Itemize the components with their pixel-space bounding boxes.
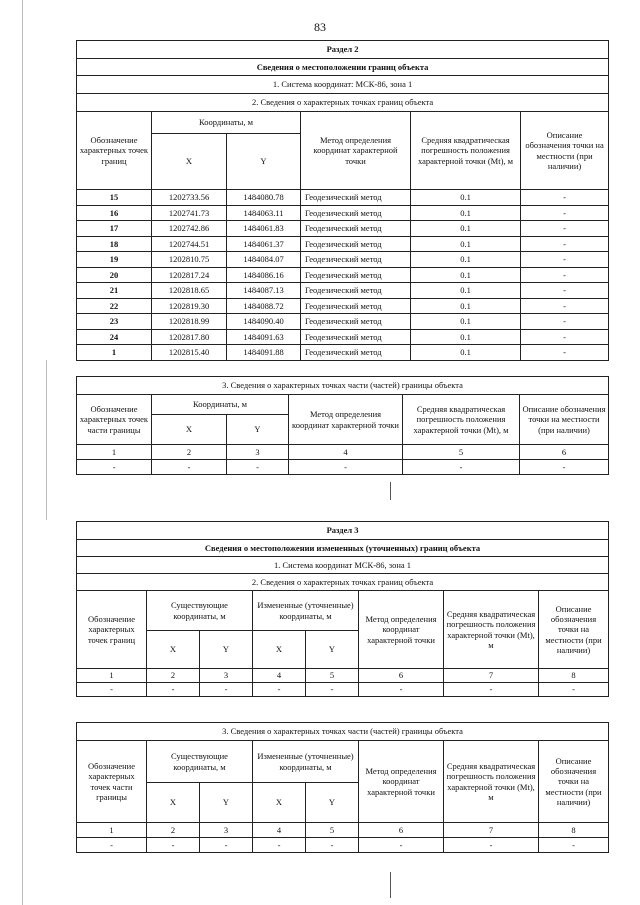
section2-points-title: 2. Сведения о характерных точках границ объекта: [77, 94, 609, 112]
part-header-error: Средняя квадратическая погрешность положения характерной точки (Mt), м: [403, 395, 520, 445]
table-row: [77, 298, 609, 314]
table-cell: Геодезический метод: [301, 314, 411, 330]
table-cell: -: [521, 267, 609, 283]
table-cell: 15: [77, 190, 152, 206]
table-cell: -: [521, 283, 609, 299]
header-x: X: [152, 134, 227, 190]
table-cell: 1202818.99: [152, 314, 227, 330]
s3-header-y: Y: [306, 631, 359, 669]
table-row: [77, 267, 609, 283]
empty-cell: -: [253, 683, 306, 697]
part-header-method: Метод определения координат характерной точки: [289, 395, 403, 445]
column-number: 4: [253, 823, 306, 838]
page-number: 83: [314, 20, 326, 34]
table-cell: 20: [77, 267, 152, 283]
column-number: 6: [359, 823, 444, 838]
binding-mark-bottom: [390, 872, 391, 898]
table-cell: -: [521, 221, 609, 237]
column-number: 5: [306, 669, 359, 683]
column-number: 7: [444, 669, 539, 683]
empty-cell: -: [444, 838, 539, 853]
empty-cell: -: [520, 460, 609, 475]
table-cell: Геодезический метод: [301, 283, 411, 299]
header-error: Средняя квадратическая погрешность положения характерной точки (Mt), м: [411, 112, 521, 190]
empty-cell: -: [359, 683, 444, 697]
table-row: [77, 252, 609, 268]
s3-header-x: X: [147, 631, 200, 669]
part-header-x: X: [152, 415, 227, 445]
table-cell: Геодезический метод: [301, 345, 411, 361]
s3p-header-x: X: [253, 783, 306, 823]
column-number: 3: [200, 823, 253, 838]
table-cell: Геодезический метод: [301, 298, 411, 314]
table-cell: 23: [77, 314, 152, 330]
empty-cell: -: [227, 460, 289, 475]
empty-row: [77, 460, 609, 475]
empty-row: [77, 683, 609, 697]
table-row: [77, 345, 609, 361]
column-number-row: [77, 823, 609, 838]
table-cell: Геодезический метод: [301, 329, 411, 345]
table-cell: 1484091.88: [227, 345, 301, 361]
part-header-designation: Обозначение характерных точек части границы: [77, 395, 152, 445]
table-row: [77, 283, 609, 299]
section3-coord-system: 1. Система координат МСК-86, зона 1: [77, 557, 609, 574]
section3-title: Раздел 3: [77, 522, 609, 540]
s3-header-existing: Существующие координаты, м: [147, 591, 253, 631]
table-cell: -: [521, 236, 609, 252]
section3-table: [76, 521, 609, 697]
column-number: 4: [253, 669, 306, 683]
part-header-coords: Координаты, м: [152, 395, 289, 415]
s3p-header-existing: Существующие координаты, м: [147, 741, 253, 783]
s3p-header-x: X: [147, 783, 200, 823]
column-number-row: [77, 445, 609, 460]
s3-header-description: Описание обозначения точки на местности (при наличии): [539, 591, 609, 669]
table-cell: 21: [77, 283, 152, 299]
column-number: 6: [359, 669, 444, 683]
table-cell: -: [521, 345, 609, 361]
empty-cell: -: [403, 460, 520, 475]
table-cell: 0.1: [411, 283, 521, 299]
column-number: 3: [227, 445, 289, 460]
header-method: Метод определения координат характерной точки: [301, 112, 411, 190]
table-cell: 16: [77, 205, 152, 221]
s3p-header-method: Метод определения координат характерной точки: [359, 741, 444, 823]
column-number: 8: [539, 669, 609, 683]
table-cell: -: [521, 314, 609, 330]
header-y: Y: [227, 134, 301, 190]
table-cell: 1202733.56: [152, 190, 227, 206]
table-cell: Геодезический метод: [301, 190, 411, 206]
table-cell: 1202742.86: [152, 221, 227, 237]
column-number: 2: [147, 823, 200, 838]
column-number: 8: [539, 823, 609, 838]
empty-cell: -: [306, 683, 359, 697]
table-row: [77, 205, 609, 221]
table-cell: 1202741.73: [152, 205, 227, 221]
table-row: [77, 236, 609, 252]
section2-table: [76, 40, 609, 361]
table-cell: 1202817.80: [152, 329, 227, 345]
part-header-y: Y: [227, 415, 289, 445]
table-cell: 1484087.13: [227, 283, 301, 299]
empty-cell: -: [306, 838, 359, 853]
section2-title: Раздел 2: [77, 41, 609, 59]
table-cell: Геодезический метод: [301, 221, 411, 237]
table-cell: 1484061.37: [227, 236, 301, 252]
table-cell: 1484086.16: [227, 267, 301, 283]
table-cell: 22: [77, 298, 152, 314]
empty-cell: -: [147, 683, 200, 697]
table-cell: 1484090.40: [227, 314, 301, 330]
table-row: [77, 190, 609, 206]
table-cell: 1484061.83: [227, 221, 301, 237]
table-cell: 1202817.24: [152, 267, 227, 283]
empty-cell: -: [289, 460, 403, 475]
s3p-header-y: Y: [200, 783, 253, 823]
empty-cell: -: [147, 838, 200, 853]
table-cell: 0.1: [411, 267, 521, 283]
s3-header-changed: Измененные (уточненные) координаты, м: [253, 591, 359, 631]
section3-subtitle: Сведения о местоположении измененных (уточненных) границ объекта: [77, 540, 609, 557]
table-cell: -: [521, 190, 609, 206]
s3-header-error: Средняя квадратическая погрешность положения характерной точки (Mt), м: [444, 591, 539, 669]
empty-cell: -: [539, 683, 609, 697]
table-cell: 1484091.63: [227, 329, 301, 345]
column-number: 3: [200, 669, 253, 683]
section3-part-table: [76, 722, 609, 853]
column-number: 1: [77, 669, 147, 683]
table-cell: 1202818.65: [152, 283, 227, 299]
empty-cell: -: [359, 838, 444, 853]
table-cell: 0.1: [411, 298, 521, 314]
column-number: 2: [152, 445, 227, 460]
section2-part-title: 3. Сведения о характерных точках части (частей) границы объекта: [77, 377, 609, 395]
header-coords: Координаты, м: [152, 112, 301, 134]
s3p-header-error: Средняя квадратическая погрешность положения характерной точки (Mt), м: [444, 741, 539, 823]
scan-line-left-2: [46, 360, 47, 520]
column-number: 2: [147, 669, 200, 683]
column-number: 1: [77, 445, 152, 460]
table-cell: -: [521, 205, 609, 221]
column-number: 5: [403, 445, 520, 460]
table-cell: 0.1: [411, 205, 521, 221]
section2-coord-system: 1. Система координат: МСК-86, зона 1: [77, 76, 609, 94]
empty-cell: -: [77, 460, 152, 475]
table-cell: 0.1: [411, 345, 521, 361]
empty-cell: -: [152, 460, 227, 475]
s3p-header-description: Описание обозначения точки на местности (при наличии): [539, 741, 609, 823]
table-cell: 24: [77, 329, 152, 345]
table-cell: 17: [77, 221, 152, 237]
table-cell: 1484084.07: [227, 252, 301, 268]
table-cell: 0.1: [411, 221, 521, 237]
table-cell: 19: [77, 252, 152, 268]
column-number: 1: [77, 823, 147, 838]
column-number: 4: [289, 445, 403, 460]
table-cell: -: [521, 329, 609, 345]
table-cell: Геодезический метод: [301, 267, 411, 283]
s3p-header-y: Y: [306, 783, 359, 823]
empty-cell: -: [200, 838, 253, 853]
table-cell: 0.1: [411, 190, 521, 206]
header-designation: Обозначение характерных точек границ: [77, 112, 152, 190]
table-cell: 1: [77, 345, 152, 361]
column-number: 5: [306, 823, 359, 838]
section3-part-title: 3. Сведения о характерных точках части (частей) границы объекта: [77, 723, 609, 741]
empty-cell: -: [253, 838, 306, 853]
empty-row: [77, 838, 609, 853]
table-cell: 0.1: [411, 314, 521, 330]
table-cell: Геодезический метод: [301, 205, 411, 221]
column-number: 6: [520, 445, 609, 460]
binding-mark-top: [390, 482, 391, 500]
table-cell: 1202819.30: [152, 298, 227, 314]
table-cell: 0.1: [411, 236, 521, 252]
table-cell: -: [521, 298, 609, 314]
empty-cell: -: [539, 838, 609, 853]
s3-header-y: Y: [200, 631, 253, 669]
table-cell: 1484088.72: [227, 298, 301, 314]
part-header-description: Описание обозначения точки на местности (при наличии): [520, 395, 609, 445]
empty-cell: -: [77, 838, 147, 853]
section3-points-title: 2. Сведения о характерных точках границ объекта: [77, 574, 609, 591]
table-cell: 1484080.78: [227, 190, 301, 206]
table-cell: 0.1: [411, 329, 521, 345]
s3-header-x: X: [253, 631, 306, 669]
table-cell: 1202810.75: [152, 252, 227, 268]
scan-line-left: [22, 0, 23, 905]
table-cell: Геодезический метод: [301, 252, 411, 268]
table-row: [77, 221, 609, 237]
column-number-row: [77, 669, 609, 683]
table-cell: Геодезический метод: [301, 236, 411, 252]
section2-subtitle: Сведения о местоположении границ объекта: [77, 59, 609, 76]
section2-part-table: [76, 376, 609, 475]
table-row: [77, 314, 609, 330]
empty-cell: -: [200, 683, 253, 697]
table-cell: 1202815.40: [152, 345, 227, 361]
s3p-header-designation: Обозначение характерных точек части границы: [77, 741, 147, 823]
table-cell: 18: [77, 236, 152, 252]
s3-header-method: Метод определения координат характерной точки: [359, 591, 444, 669]
table-cell: 1484063.11: [227, 205, 301, 221]
s3p-header-changed: Измененные (уточненные) координаты, м: [253, 741, 359, 783]
table-cell: -: [521, 252, 609, 268]
empty-cell: -: [77, 683, 147, 697]
table-row: [77, 329, 609, 345]
column-number: 7: [444, 823, 539, 838]
header-description: Описание обозначения точки на местности (при наличии): [521, 112, 609, 190]
s3-header-designation: Обозначение характерных точек границ: [77, 591, 147, 669]
table-cell: 0.1: [411, 252, 521, 268]
table-cell: 1202744.51: [152, 236, 227, 252]
empty-cell: -: [444, 683, 539, 697]
